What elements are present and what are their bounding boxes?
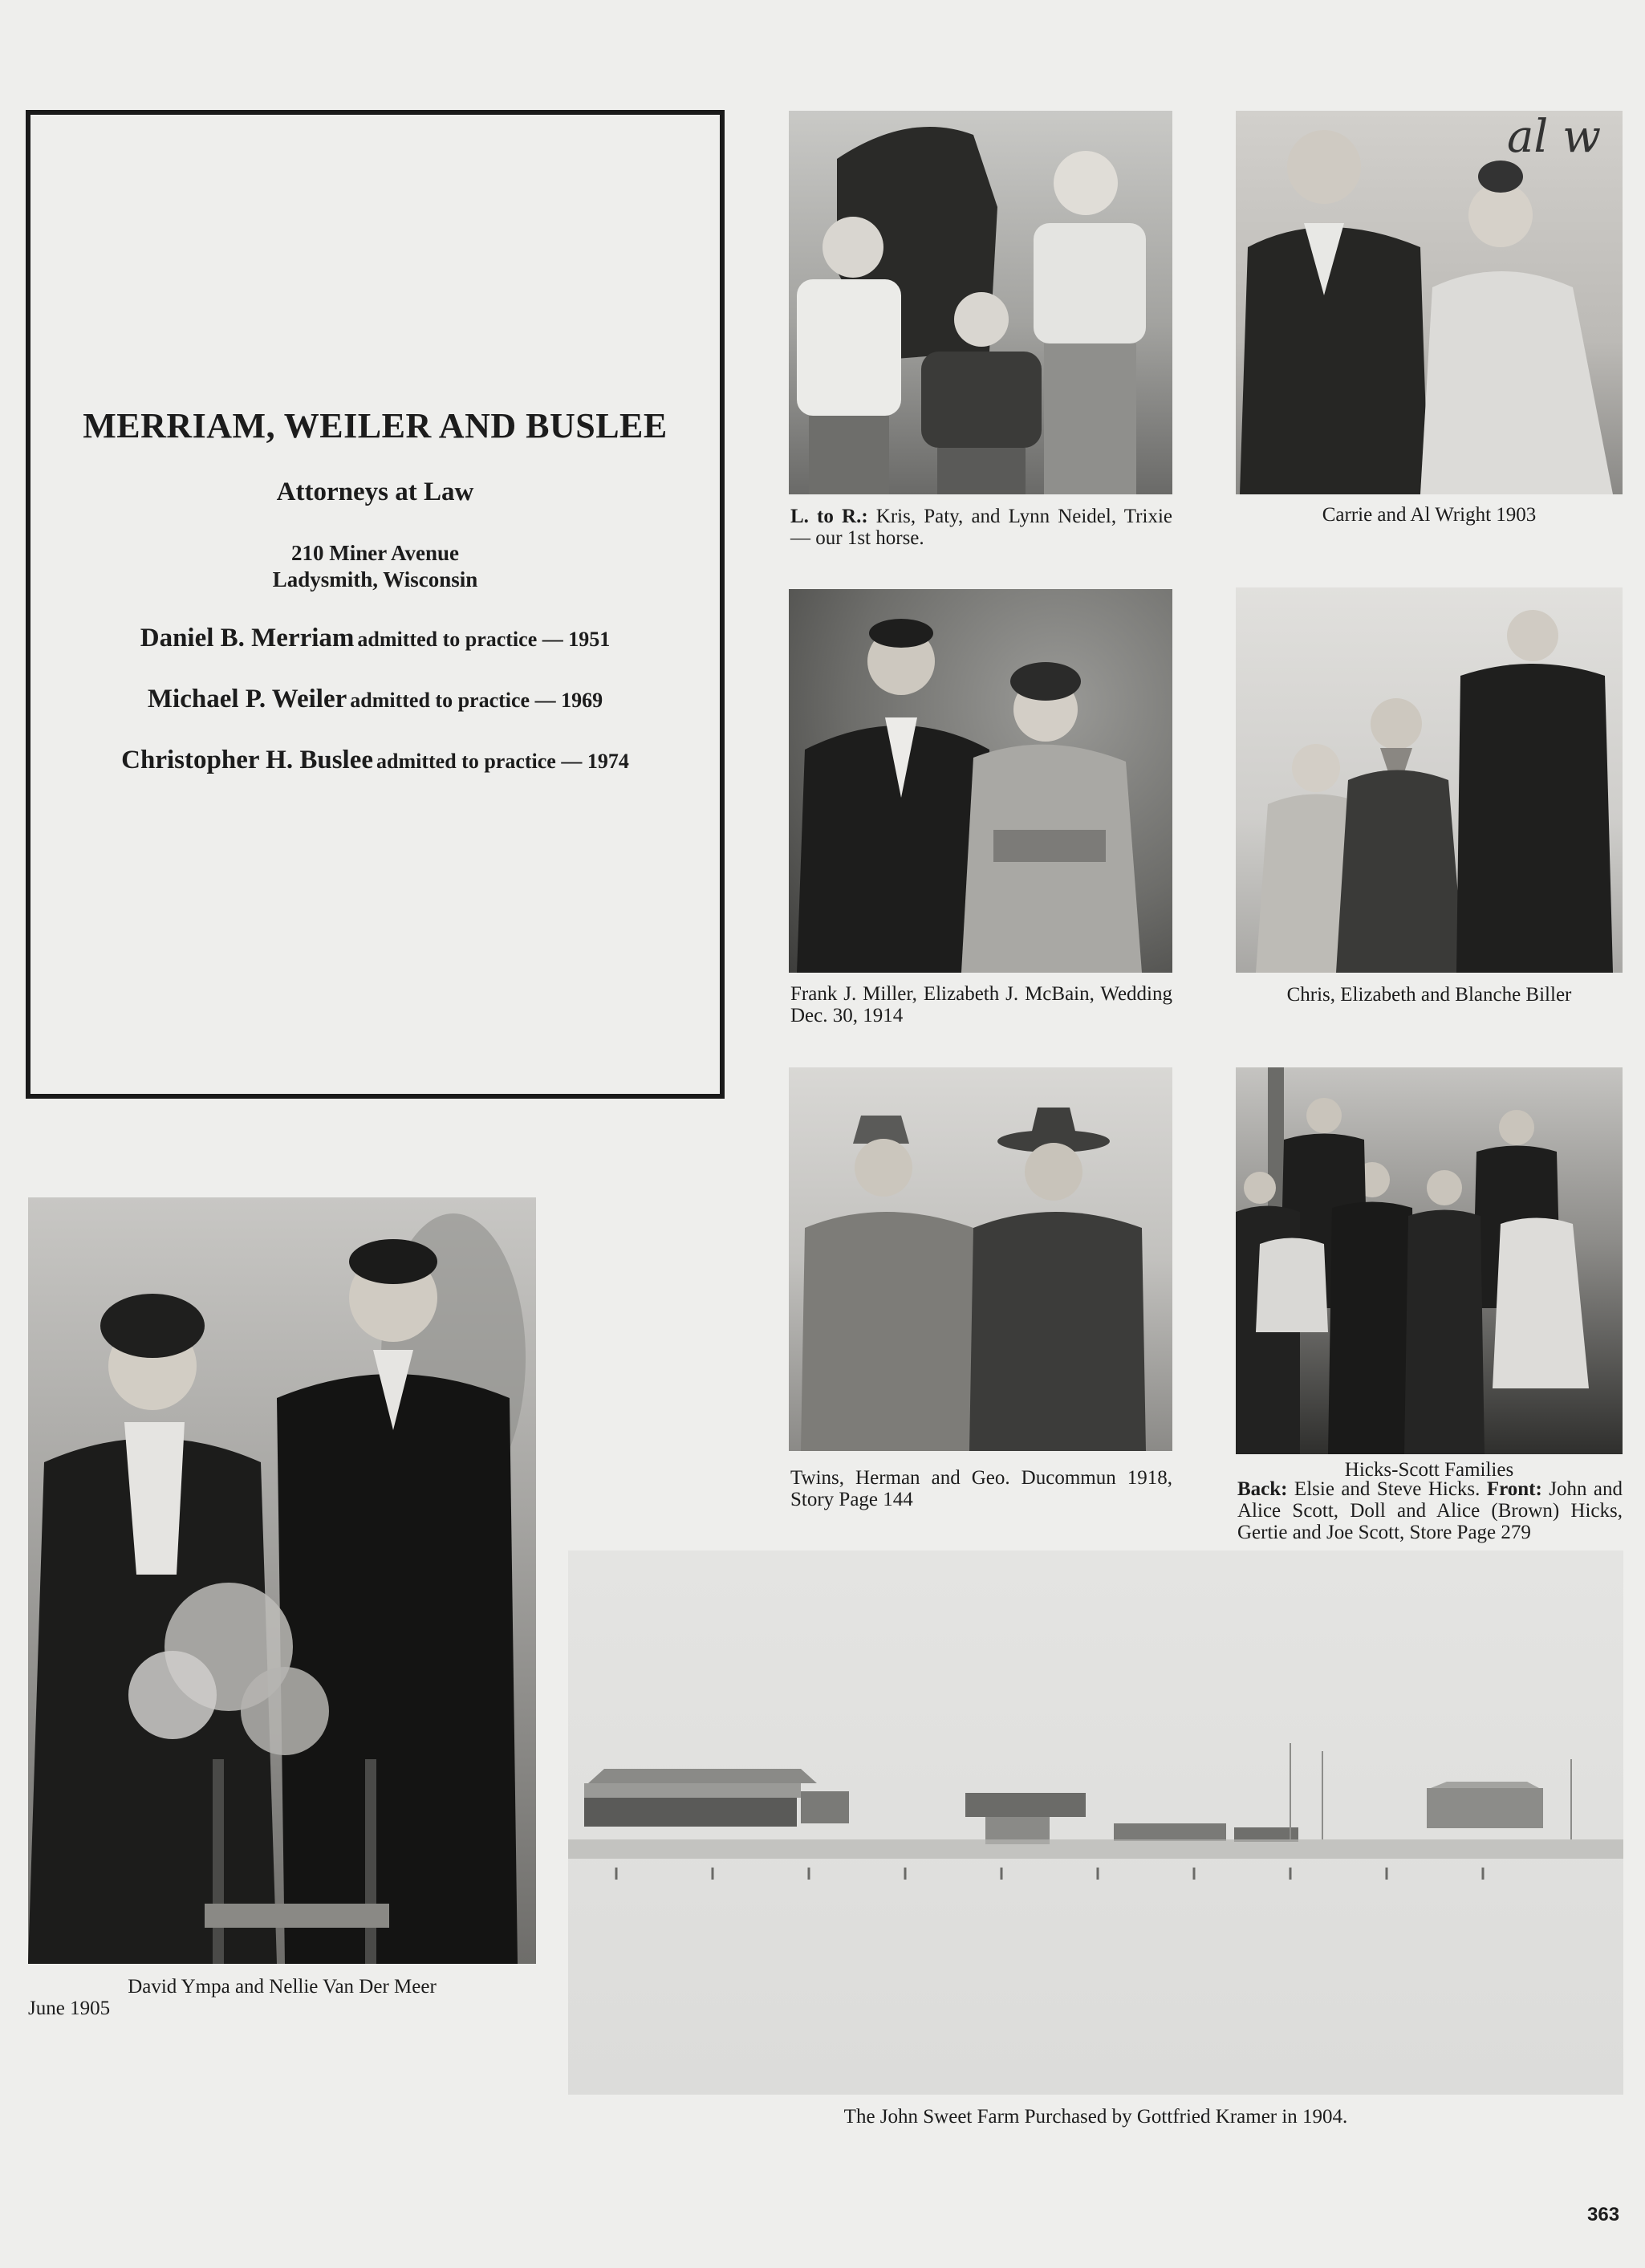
caption-miller: Frank J. Miller, Elizabeth J. McBain, Wedding Dec. 30, 1914	[790, 983, 1172, 1026]
photo-ympa-couple	[28, 1197, 536, 1964]
caption-ympa	[28, 1976, 536, 2019]
attorney-name: Christopher H. Buslee	[121, 746, 373, 774]
handwritten-note: al w	[1507, 111, 1602, 163]
attorney-advertisement	[26, 110, 725, 1099]
caption-neidel	[790, 506, 1172, 549]
photo-miller-wedding	[789, 589, 1172, 973]
attorney-entry	[30, 685, 720, 714]
attorney-name: Michael P. Weiler	[147, 685, 347, 713]
attorney-entry	[30, 746, 720, 775]
caption-hicks-scott	[1237, 1478, 1623, 1543]
photo-john-sweet-farm	[568, 1551, 1623, 2095]
photo-ducommun-twins	[789, 1067, 1172, 1451]
caption-wright: Carrie and Al Wright 1903	[1322, 504, 1537, 526]
caption-back-label: Back:	[1237, 1478, 1288, 1500]
caption-line-2: June 1905	[28, 1998, 111, 2019]
caption-front-text: John and Alice Scott, Doll and Alice (Brown) Hicks, Gertie and Joe Scott, Store Page 279	[1237, 1478, 1623, 1543]
attorney-admission: admitted to practice — 1974	[376, 750, 629, 773]
address-line-2: Ladysmith, Wisconsin	[272, 567, 478, 591]
attorney-entry	[30, 624, 720, 653]
firm-address	[30, 540, 720, 593]
caption-ducommun: Twins, Herman and Geo. Ducommun 1918, Story Page 144	[790, 1467, 1172, 1510]
firm-name: MERRIAM, WEILER AND BUSLEE	[83, 406, 668, 445]
caption-text: Kris, Paty, and Lynn Neidel, Trixie — our 1st horse.	[790, 506, 1172, 549]
caption-hicks-scott-title: Hicks-Scott Families	[1344, 1459, 1514, 1481]
firm-subtitle: Attorneys at Law	[276, 478, 474, 506]
attorney-name: Daniel B. Merriam	[140, 624, 355, 652]
caption-lead: L. to R.:	[790, 506, 868, 527]
photo-hicks-scott-families	[1236, 1067, 1623, 1454]
caption-line-1: David Ympa and Nellie Van Der Meer	[128, 1976, 437, 1998]
photo-neidel-children-horse	[789, 111, 1172, 494]
attorney-admission: admitted to practice — 1969	[350, 689, 603, 712]
page-number: 363	[1587, 2204, 1620, 2225]
caption-biller: Chris, Elizabeth and Blanche Biller	[1286, 984, 1572, 1006]
address-line-1: 210 Miner Avenue	[291, 541, 459, 565]
attorney-admission: admitted to practice — 1951	[357, 628, 611, 651]
photo-wright-couple	[1236, 111, 1623, 494]
caption-back-text: Elsie and Steve Hicks.	[1287, 1478, 1487, 1500]
photo-biller-family	[1236, 587, 1623, 973]
caption-front-label: Front:	[1486, 1478, 1542, 1500]
caption-farm: The John Sweet Farm Purchased by Gottfried Kramer in 1904.	[843, 2106, 1348, 2128]
